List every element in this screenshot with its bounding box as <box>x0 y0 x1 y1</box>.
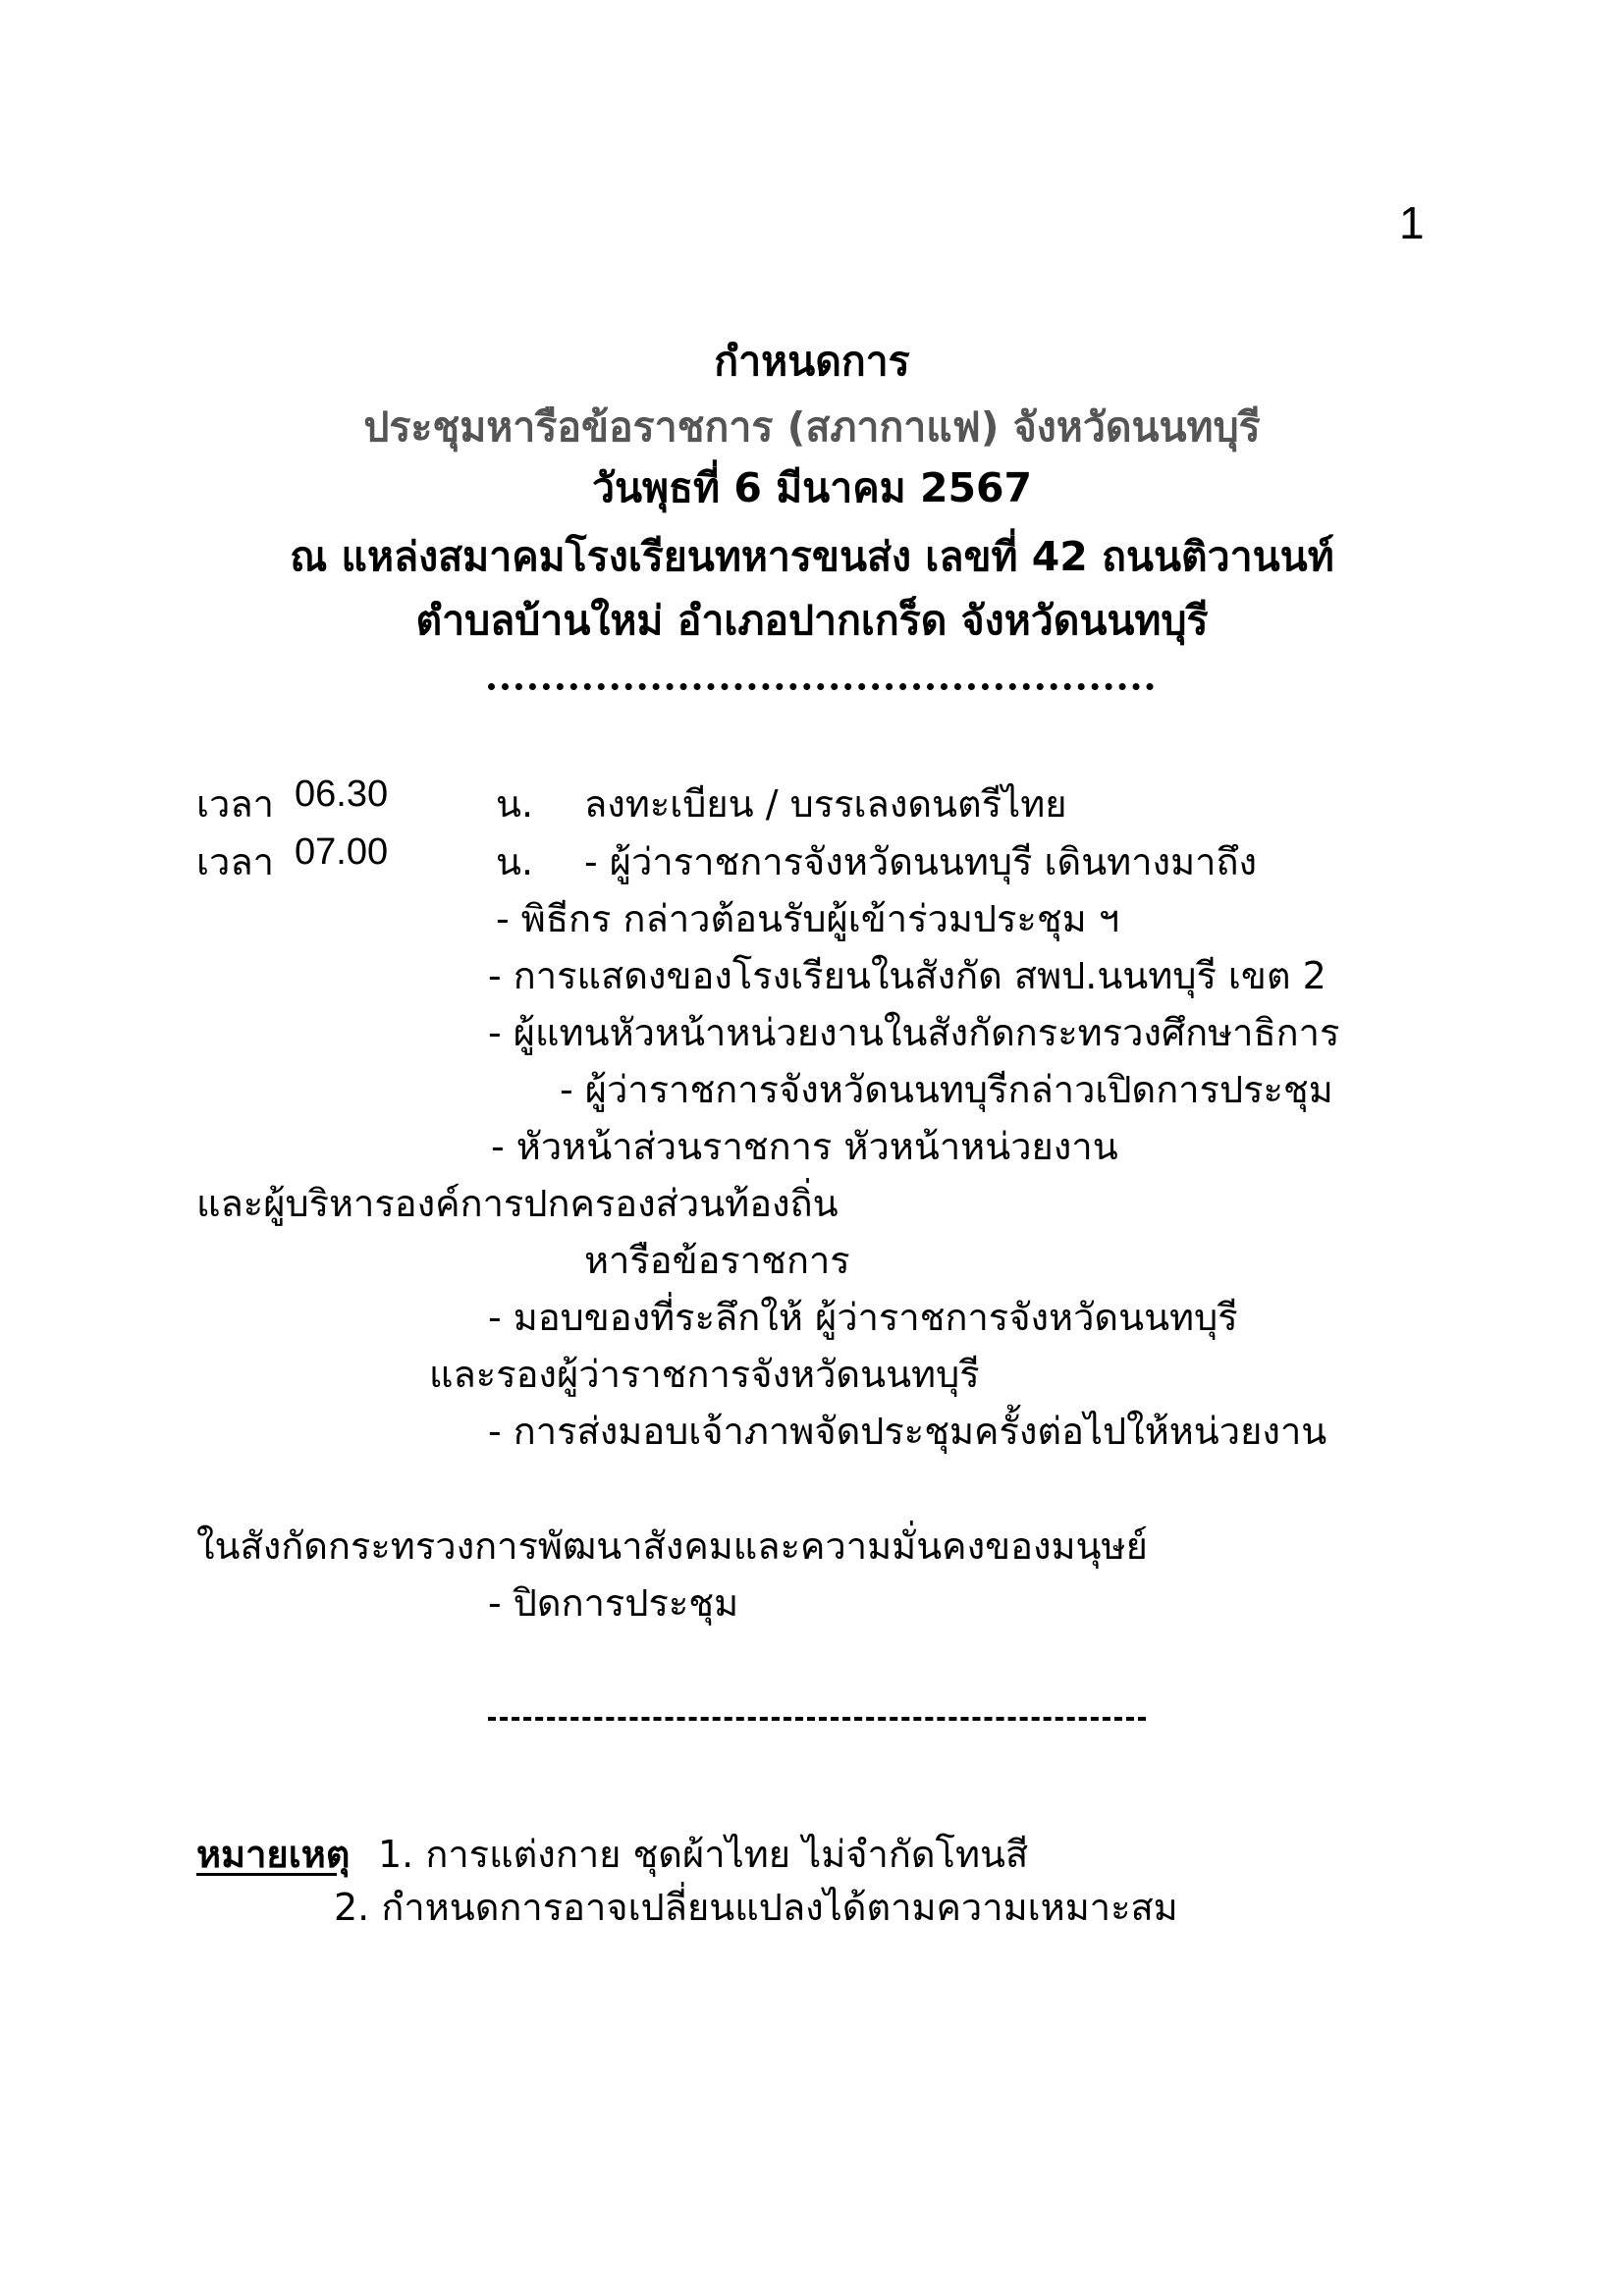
agenda-item: และรองผู้ว่าราชการจังหวัดนนทบุรี <box>429 1353 980 1396</box>
note-item: 2. กำหนดการอาจเปลี่ยนแปลงได้ตามความเหมาะสม <box>334 1886 1178 1929</box>
agenda-item: - การส่งมอบเจ้าภาพจัดประชุมครั้งต่อไปให้หน่วยงาน <box>488 1410 1327 1453</box>
agenda-item: หารือข้อราชการ <box>584 1239 850 1282</box>
agenda-item: - ผู้แทนหัวหน้าหน่วยงานในสังกัดกระทรวงศึกษาธิการ <box>488 1011 1340 1054</box>
schedule-time-label: เวลา <box>196 840 274 883</box>
agenda-item: - พิธีกร กล่าวต้อนรับผู้เข้าร่วมประชุม ฯ <box>496 897 1120 940</box>
notes-label: หมายเหตุ <box>196 1833 351 1876</box>
schedule-activity: ลงทะเบียน / บรรเลงดนตรีไทย <box>584 782 1067 826</box>
agenda-item: และผู้บริหารองค์การปกครองส่วนท้องถิ่น <box>196 1182 839 1225</box>
agenda-item: ในสังกัดกระทรวงการพัฒนาสังคมและความมั่นคงของมนุษย์ <box>196 1524 1148 1568</box>
schedule-time-label: เวลา <box>196 782 274 826</box>
agenda-item: - หัวหน้าส่วนราชการ หัวหน้าหน่วยงาน <box>491 1125 1118 1168</box>
agenda-item: - ปิดการประชุม <box>488 1581 739 1625</box>
schedule-activity: - ผู้ว่าราชการจังหวัดนนทบุรี เดินทางมาถึง <box>584 840 1258 883</box>
page-number: 1 <box>1399 197 1425 248</box>
meeting-date: วันพุธที่ 6 มีนาคม 2567 <box>591 464 1033 511</box>
dotted-divider <box>488 683 1154 697</box>
schedule-time: 07.00 <box>295 831 389 873</box>
document-title: กำหนดการ <box>714 338 910 385</box>
schedule-time-unit: น. <box>496 782 534 826</box>
schedule-time: 06.30 <box>295 774 389 815</box>
agenda-item: - การแสดงของโรงเรียนในสังกัด สพป.นนทบุรี เขต 2 <box>488 954 1326 997</box>
agenda-item: - ผู้ว่าราชการจังหวัดนนทบุรีกล่าวเปิดการประชุม <box>560 1068 1333 1111</box>
meeting-subtitle: ประชุมหารือข้อราชการ (สภากาแฟ) จังหวัดนนทบุรี <box>363 403 1261 451</box>
dashed-divider <box>488 1717 1146 1725</box>
venue-line-2: ตำบลบ้านใหม่ อำเภอปากเกร็ด จังหวัดนนทบุรี <box>415 597 1209 644</box>
agenda-item: - มอบของที่ระลึกให้ ผู้ว่าราชการจังหวัดนนทบุรี <box>488 1296 1238 1339</box>
schedule-time-unit: น. <box>496 840 534 883</box>
venue-line-1: ณ แหล่งสมาคมโรงเรียนทหารขนส่ง เลขที่ 42 ถนนติวานนท์ <box>290 533 1334 580</box>
note-item: 1. การแต่งกาย ชุดผ้าไทย ไม่จำกัดโทนสี <box>378 1833 1029 1876</box>
